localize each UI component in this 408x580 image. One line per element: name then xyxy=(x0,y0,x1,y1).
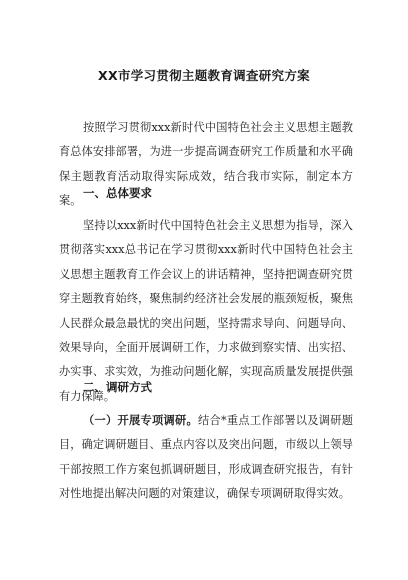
special-research-text: 结合*重点工作部署以及调研题目，确定调研题目、重点内容以及突出问题，市级以上领导干部按照工作方案包抓调研题目，形成调查研究报告，有针对性地提出解决问题的对策建议，确保专项调研取得实效。 xyxy=(59,414,353,501)
section-heading-general-requirements: 一、总体要求 xyxy=(83,186,152,200)
document-title: XX市学习贯彻主题教育调查研究方案 xyxy=(98,68,310,83)
general-requirements-paragraph: 坚持以xxx新时代中国特色社会主义思想为指导，深入贯彻落实xxx总书记在学习贯彻xxx新时代中国特色社会主义思想主题教育工作会议上的讲话精神，坚持把调查研究贯穿主题教育始终，聚焦制约经济社会发展的瓶颈短板，聚焦人民群众最急最忧的突出问题，坚持需求导向、问题导向、效果导向，全面开展调研工作，力求做到察实情、出实招、办实事、求实效，为推动问题化解，实现高质量发展提供强有力保障。 xyxy=(59,219,353,403)
intro-paragraph: 按照学习贯彻xxx新时代中国特色社会主义思想主题教育总体安排部署，为进一步提高调查研究工作质量和水平确保主题教育活动取得实际成效，结合我市实际，制定本方案。 xyxy=(59,121,353,208)
special-research-subheading: （一）开展专项调研。 xyxy=(83,414,198,427)
section-heading-research-methods: 二、调研方式 xyxy=(83,380,152,394)
research-methods-paragraph xyxy=(59,409,353,507)
